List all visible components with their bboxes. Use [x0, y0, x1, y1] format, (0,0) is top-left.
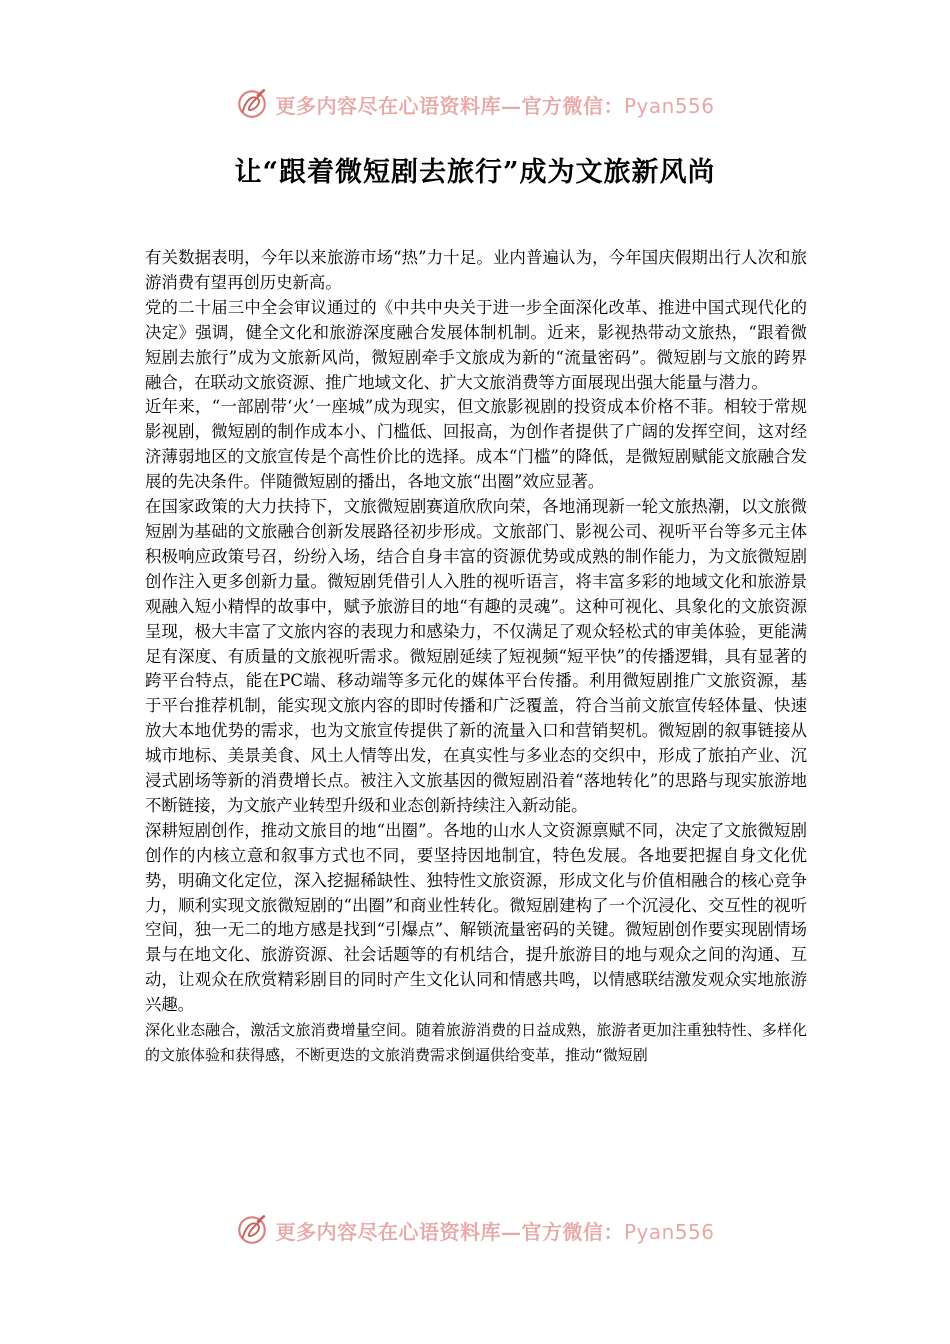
- header-watermark-banner: [0, 84, 950, 124]
- banner-text: 更多内容尽在心语资料库—官方微信：Pyan556: [275, 1219, 715, 1244]
- article-title: 让“跟着微短剧去旅行”成为文旅新风尚: [234, 157, 716, 188]
- paragraph-2: 党的二十届三中全会审议通过的《中共中央关于进一步全面深化改革、推进中国式现代化的决定》强调，健全文化和旅游深度融合发展体制机制。近来，影视热带动文旅热，“跟着微短剧去旅行”成为文旅新风尚，微短剧牵手文旅成为新的“流量密码”。微短剧与文旅的跨界融合，在联动文旅资源、推广地域文化、扩大文旅消费等方面展现出强大能量与潜力。: [145, 297, 807, 392]
- banner-wechat-id: Pyan556: [623, 1219, 715, 1244]
- paragraph-6: 深化业态融合，激活文旅消费增量空间。随着旅游消费的日益成熟，旅游者更加注重独特性、多样化的文旅体验和获得感，不断更迭的文旅消费需求倒逼供给变革，推动“微短剧: [145, 1021, 807, 1065]
- signature-pen-icon: [235, 1213, 269, 1247]
- banner-text: 更多内容尽在心语资料库—官方微信：Pyan556: [275, 93, 715, 118]
- paragraph-4: 在国家政策的大力扶持下，文旅微短剧赛道欣欣向荣，各地涌现新一轮文旅热潮，以文旅微短剧为基础的文旅融合创新发展路径初步形成。文旅部门、影视公司、视听平台等多元主体积极响应政策号召，纷纷入场，结合自身丰富的资源优势或成熟的制作能力，为文旅微短剧创作注入更多创新力量。微短剧凭借引人入胜的视听语言，将丰富多彩的地域文化和旅游景观融入短小精悍的故事中，赋予旅游目的地“有趣的灵魂”。这种可视化、具象化的文旅资源呈现，极大丰富了文旅内容的表现力和感染力，不仅满足了观众轻松式的审美体验，更能满足有深度、有质量的文旅视听需求。微短剧延续了短视频“短平快”的传播逻辑，具有显著的跨平台特点，能在PC端、移动端等多元化的媒体平台传播。利用微短剧推广文旅资源，基于平台推荐机制，能实现文旅内容的即时传播和广泛覆盖，符合当前文旅宣传轻体量、快速放大本地优势的需求，也为文旅宣传提供了新的流量入口和营销契机。微短剧的叙事链接从城市地标、美景美食、风土人情等出发，在真实性与多业态的交织中，形成了旅拍产业、沉浸式剧场等新的消费增长点。被注入文旅基因的微短剧沿着“落地转化”的思路与现实旅游地不断链接，为文旅产业转型升级和业态创新持续注入新动能。: [145, 497, 807, 815]
- article-body: [145, 246, 807, 1068]
- paragraph-1: 有关数据表明，今年以来旅游市场“热”力十足。业内普遍认为，今年国庆假期出行人次和旅游消费有望再创历史新高。: [145, 248, 807, 292]
- footer-watermark-banner: [0, 1210, 950, 1250]
- paragraph-3: 近年来，“一部剧带‘火’一座城”成为现实，但文旅影视剧的投资成本价格不菲。相较于常规影视剧，微短剧的制作成本小、门槛低、回报高，为创作者提供了广阔的发挥空间，这对经济薄弱地区的文旅宣传是个高性价比的选择。成本“门槛”的降低，是微短剧赋能文旅融合发展的先决条件。伴随微短剧的播出，各地文旅“出圈”效应显著。: [145, 397, 807, 492]
- signature-pen-icon: [235, 87, 269, 121]
- paragraph-5: 深耕短剧创作，推动文旅目的地“出圈”。各地的山水人文资源禀赋不同，决定了文旅微短剧创作的内核立意和叙事方式也不同，要坚持因地制宜，特色发展。各地要把握自身文化优势，明确文化定位，深入挖掘稀缺性、独特性文旅资源，形成文化与价值相融合的核心竞争力，顺利实现文旅微短剧的“出圈”和商业性转化。微短剧建构了一个沉浸化、交互性的视听空间，独一无二的地方感是找到“引爆点”、解锁流量密码的关键。微短剧创作要实现剧情场景与在地文化、旅游资源、社会话题等的有机结合，提升旅游目的地与观众之间的沟通、互动，让观众在欣赏精彩剧目的同时产生文化认同和情感共鸣，以情感联结激发观众实地旅游兴趣。: [145, 820, 807, 1015]
- banner-wechat-id: Pyan556: [623, 93, 715, 118]
